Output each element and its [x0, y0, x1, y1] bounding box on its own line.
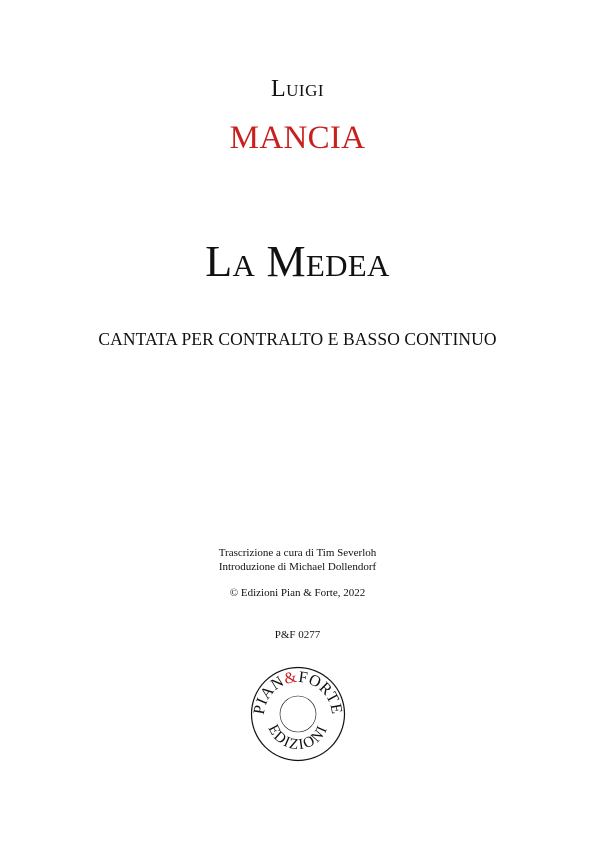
composer-first-name: Luigi [270, 76, 325, 102]
transcription-credit: Trascrizione a cura di Tim Severloh [218, 547, 377, 559]
seal-top-text: PIAN&FORTE [250, 668, 346, 716]
work-title: La Medea [205, 237, 390, 286]
credits-block [0, 546, 595, 574]
catalog-number: P&F 0277 [274, 629, 321, 641]
seal-bottom-text: EDIZIONI [264, 722, 332, 754]
publisher-seal-svg [250, 666, 346, 762]
copyright-notice: © Edizioni Pian & Forte, 2022 [229, 587, 366, 599]
introduction-credit: Introduzione di Michael Dollendorf [218, 561, 377, 573]
publisher-seal-icon [250, 666, 346, 762]
composer-last-name: MANCIA [229, 120, 366, 156]
work-subtitle: CANTATA PER CONTRALTO E BASSO CONTINUO [98, 329, 497, 349]
